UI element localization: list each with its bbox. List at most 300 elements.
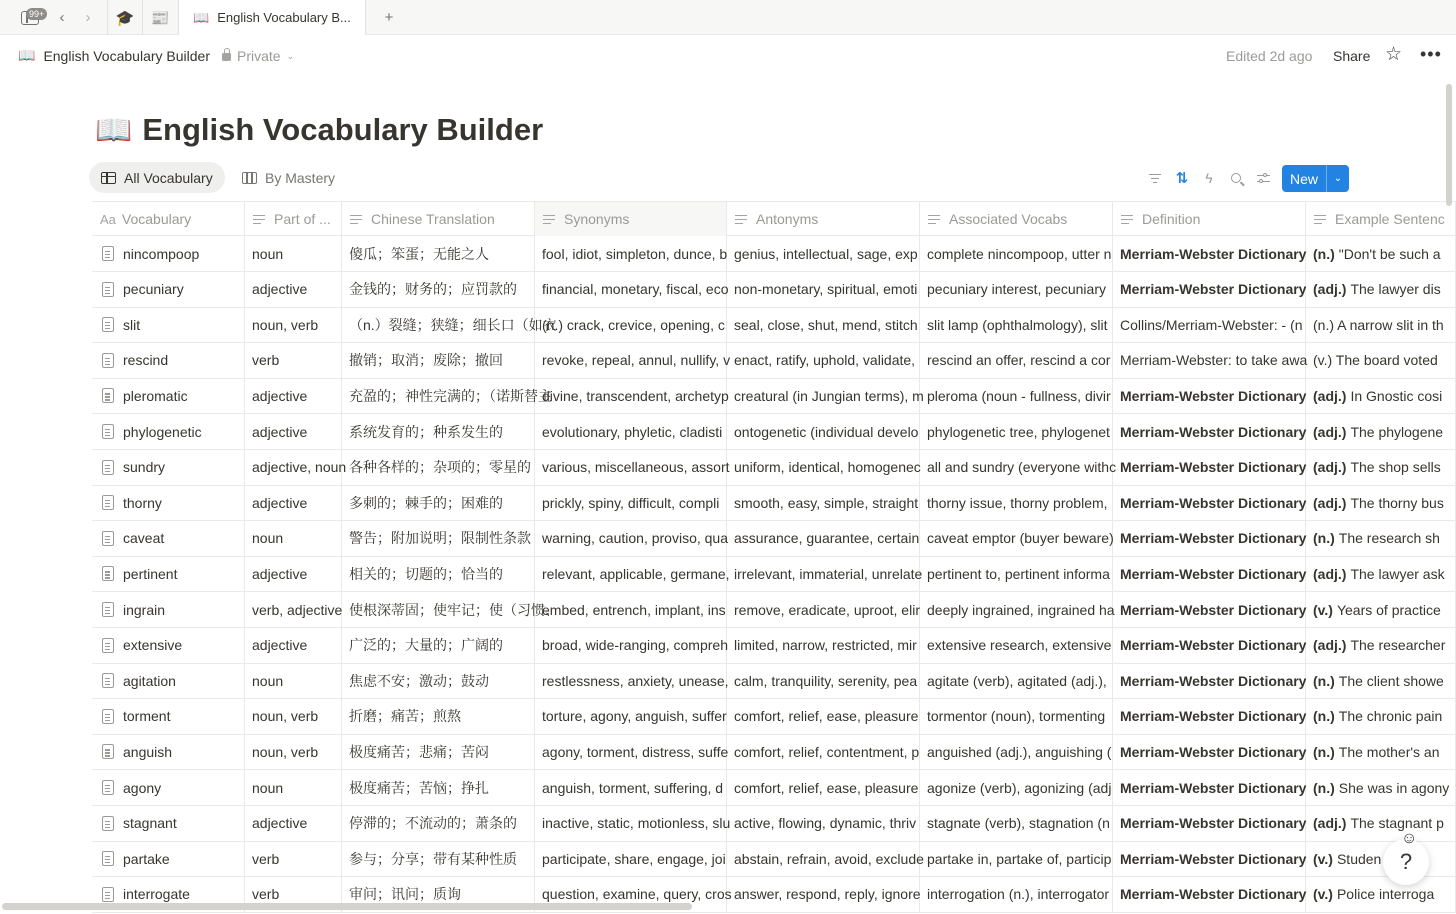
cell-text: warning, caution, proviso, qua [542,530,728,547]
column-header[interactable] [245,202,342,236]
cell-text: Merriam-Webster Dictionary [1120,494,1307,511]
cell-text: smooth, easy, simple, straight [734,494,919,511]
column-header-label: Synonyms [564,211,630,227]
cell-text: 停滞的；不流动的；萧条的 [349,815,517,832]
table-cell-ex[interactable] [1306,592,1456,627]
cell-text: comfort, relief, ease, pleasure [734,708,919,725]
table-cell-syn[interactable] [535,592,727,627]
table-cell-ant[interactable] [727,450,920,485]
table-cell-assoc[interactable] [920,307,1113,342]
page-icon [102,816,114,831]
horizontal-scrollbar[interactable] [2,903,692,910]
tab-all-vocabulary[interactable] [89,162,225,193]
table-cell-def[interactable] [1113,485,1306,520]
column-header[interactable] [535,202,727,236]
cell-text: question, examine, query, cros [542,886,732,903]
cell-text: Years of practice [1336,601,1441,618]
table-cell-word[interactable] [92,806,245,841]
cell-text: (n.) crack, crevice, opening, c [542,316,725,333]
column-header-label: Associated Vocabs [949,211,1068,227]
table-cell-def[interactable] [1113,450,1306,485]
share-button[interactable]: Share [1333,48,1371,64]
table-cell-zh[interactable] [342,806,535,841]
page-title-text[interactable]: English Vocabulary Builder [142,112,544,147]
table-cell-zh[interactable] [342,734,535,769]
table-row[interactable] [92,806,1456,842]
table-cell-assoc[interactable] [920,343,1113,378]
cell-text: 广泛的；大量的；广阔的 [349,637,503,654]
column-header[interactable] [920,202,1113,236]
table-cell-syn[interactable] [535,236,727,271]
table-cell-ant[interactable] [727,770,920,805]
table-cell-zh[interactable] [342,592,559,627]
search-button[interactable] [1226,168,1246,188]
table-cell-word[interactable] [92,592,245,627]
cell-text: abstain, refrain, avoid, exclude [734,850,924,867]
table-cell-syn[interactable] [535,378,727,413]
cell-text: rescind an offer, rescind a cor [927,352,1111,369]
sort-button[interactable] [1172,168,1192,188]
active-browser-tab[interactable] [178,0,366,35]
table-row[interactable] [92,450,1456,486]
table-cell-pos[interactable] [245,841,342,876]
column-header[interactable] [1306,202,1456,236]
cell-text: 警告；附加说明；限制性条款 [349,530,531,547]
cell-text: Merriam-Webster Dictionary [1120,601,1307,618]
table-cell-pos[interactable] [245,521,342,556]
table-cell-word[interactable] [92,236,245,271]
cell-text: 各种各样的；杂项的；零星的 [349,459,531,476]
table-cell-pos[interactable] [245,307,342,342]
table-cell-ex[interactable] [1306,628,1456,663]
table-cell-pos[interactable] [245,663,342,698]
table-cell-assoc[interactable] [920,877,1113,912]
page-icon [102,246,114,261]
table-cell-ant[interactable] [727,343,920,378]
text-property-icon [350,215,362,224]
cell-text: The client showe [1338,672,1444,689]
text-property-icon [928,215,940,224]
table-cell-ex[interactable] [1306,343,1456,378]
table-cell-ex[interactable] [1306,272,1456,307]
book-icon: 📖 [193,9,210,25]
cell-text: 相关的；切题的；恰当的 [349,565,503,582]
cell-text: adjective [252,815,308,832]
table-cell-ex[interactable] [1306,806,1456,841]
table-cell-word[interactable] [92,307,245,342]
cell-text: phylogenetic [123,423,202,440]
cell-text: stagnate (verb), stagnation (n [927,815,1110,832]
cell-text: pleromatic [123,387,188,404]
table-cell-zh[interactable] [342,378,552,413]
cell-text: Merriam-Webster Dictionary [1120,815,1307,832]
table-cell-pos[interactable] [245,450,347,485]
page-icon [102,531,114,546]
table-cell-pos[interactable] [245,699,342,734]
table-cell-def[interactable] [1113,307,1306,342]
table-row[interactable] [92,556,1456,592]
book-icon: 📖 [95,113,133,147]
table-row[interactable] [92,378,1456,414]
table-cell-zh[interactable] [342,628,535,663]
table-cell-ant[interactable] [727,877,920,912]
table-cell-assoc[interactable] [920,806,1113,841]
cell-text: (v.) The board voted [1313,352,1438,369]
table-cell-zh[interactable] [342,663,535,698]
lock-icon [222,53,231,61]
table-cell-pos[interactable] [245,592,342,627]
part-of-speech-tag: (adj.) [1313,281,1347,298]
table-cell-ant[interactable] [727,628,920,663]
cell-text: fool, idiot, simpleton, dunce, b [542,245,728,262]
cell-text: Merriam-Webster Dictionary [1120,886,1307,903]
cell-text: remove, eradicate, uproot, elir [734,601,920,618]
cell-text: noun [252,672,284,689]
table-cell-def[interactable] [1113,236,1306,271]
table-cell-syn[interactable] [535,663,727,698]
part-of-speech-tag: (adj.) [1313,494,1347,511]
table-cell-pos[interactable] [245,378,342,413]
cell-text: Merriam-Webster Dictionary [1120,850,1307,867]
table-cell-syn[interactable] [535,272,727,307]
pinned-tab-1[interactable] [108,0,142,35]
table-cell-assoc[interactable] [920,272,1113,307]
title-property-icon: Aa [100,211,116,227]
table-cell-ex[interactable] [1306,734,1456,769]
table-cell-word[interactable] [92,272,245,307]
table-cell-zh[interactable] [342,343,535,378]
cell-text: caveat [123,530,165,547]
table-cell-pos[interactable] [245,343,342,378]
table-cell-ex[interactable] [1306,521,1456,556]
cell-text: interrogate [123,886,190,903]
page-icon [102,353,114,368]
table-cell-syn[interactable] [535,414,727,449]
help-icon: ? [1399,849,1413,874]
book-icon: 📖 [18,47,36,63]
column-header[interactable] [92,202,245,236]
table-cell-syn[interactable] [535,450,730,485]
cell-text: seal, close, shut, mend, stitch [734,316,918,333]
cell-text: phylogenetic tree, phylogenet [927,423,1110,440]
table-cell-assoc[interactable] [920,414,1113,449]
table-cell-assoc[interactable] [920,663,1113,698]
chevron-left-icon: ‹ [59,9,65,26]
table-cell-pos[interactable] [245,628,342,663]
table-cell-def[interactable] [1113,699,1306,734]
table-cell-def[interactable] [1113,414,1306,449]
table-row[interactable] [92,343,1456,379]
table-cell-pos[interactable] [245,485,342,520]
table-cell-syn[interactable] [535,806,731,841]
table-cell-zh[interactable] [342,556,535,591]
table-cell-zh[interactable] [342,307,557,342]
cell-text: partake [123,850,170,867]
table-cell-word[interactable] [92,663,245,698]
pinned-tab-2[interactable] [143,0,177,35]
table-cell-syn[interactable] [535,307,727,342]
view-settings-button[interactable] [1253,168,1273,188]
table-cell-ant[interactable] [727,307,920,342]
table-cell-word[interactable] [92,343,245,378]
cell-text: pertinent [123,565,178,582]
cell-text: Studen [1336,850,1382,867]
privacy-dropdown[interactable] [222,48,294,64]
back-button[interactable] [52,0,72,35]
table-row[interactable] [92,236,1456,272]
table-row[interactable] [92,770,1456,806]
new-button[interactable] [1282,165,1349,192]
table-cell-ant[interactable] [727,841,924,876]
table-cell-zh[interactable] [342,414,535,449]
table-cell-ex[interactable] [1306,699,1456,734]
vertical-scrollbar[interactable] [1446,84,1452,206]
table-row[interactable] [92,592,1456,628]
table-cell-ant[interactable] [727,414,920,449]
table-cell-word[interactable] [92,485,245,520]
column-header[interactable] [727,202,920,236]
table-cell-def[interactable] [1113,734,1306,769]
table-cell-word[interactable] [92,699,245,734]
table-cell-zh[interactable] [342,272,535,307]
table-cell-pos[interactable] [245,236,342,271]
table-cell-assoc[interactable] [920,521,1113,556]
table-cell-ex[interactable] [1306,450,1456,485]
table-cell-zh[interactable] [342,485,535,520]
table-cell-pos[interactable] [245,414,342,449]
table-row[interactable] [92,628,1456,664]
cell-text: In Gnostic cosi [1350,387,1443,404]
table-cell-pos[interactable] [245,556,342,591]
cell-text: Merriam-Webster Dictionary [1120,743,1307,760]
table-cell-assoc[interactable] [920,485,1113,520]
table-cell-syn[interactable] [535,628,727,663]
table-cell-ant[interactable] [727,734,920,769]
text-property-icon [543,215,555,224]
table-row[interactable] [92,841,1456,877]
cell-text: thorny [123,494,162,511]
table-cell-zh[interactable] [342,521,535,556]
cell-text: ontogenetic (individual develo [734,423,919,440]
column-header-label: Part of ... [274,211,331,227]
table-cell-zh[interactable] [342,699,535,734]
table-cell-ex[interactable] [1306,378,1456,413]
table-cell-ex[interactable] [1306,236,1456,271]
table-cell-pos[interactable] [245,272,342,307]
table-cell-ant[interactable] [727,485,920,520]
table-cell-word[interactable] [92,770,245,805]
cell-text: all and sundry (everyone withc [927,459,1117,476]
cell-text: revoke, repeal, annul, nullify, v [542,352,731,369]
page-topbar [0,36,1456,76]
table-cell-zh[interactable] [342,236,535,271]
table-cell-syn[interactable] [535,343,731,378]
table-cell-word[interactable] [92,841,245,876]
table-cell-word[interactable] [92,414,245,449]
cell-text: verb, adjective [252,601,343,618]
table-cell-zh[interactable] [342,770,535,805]
table-cell-word[interactable] [92,734,245,769]
part-of-speech-tag: (n.) [1313,743,1335,760]
table-cell-word[interactable] [92,556,245,591]
lightning-icon: ϟ [1205,170,1213,186]
cell-text: pertinent to, pertinent informa [927,565,1110,582]
table-cell-def[interactable] [1113,521,1306,556]
cell-text: （n.）裂缝；狭缝；细长口（如衣 [349,316,557,333]
page-icon [102,282,114,297]
table-cell-ant[interactable] [727,272,920,307]
table-cell-def[interactable] [1113,841,1306,876]
cell-text: Merriam-Webster Dictionary [1120,423,1307,440]
table-cell-ant[interactable] [727,592,920,627]
tab-by-mastery[interactable] [230,162,347,193]
cell-text: The research sh [1338,530,1440,547]
assistant-face-icon: ☺ [1401,830,1418,847]
table-row[interactable] [92,663,1456,699]
cell-text: noun, verb [252,316,319,333]
cell-text: Merriam-Webster Dictionary [1120,637,1307,654]
cell-text: active, flowing, dynamic, thriv [734,815,917,832]
table-cell-pos[interactable] [245,770,342,805]
table-cell-syn[interactable] [535,485,727,520]
new-tab-button[interactable] [376,0,402,35]
column-header-label: Example Sentenc [1335,211,1445,227]
page-icon [102,673,114,688]
cell-text: 金钱的；财务的；应罚款的 [349,281,517,298]
forward-button[interactable] [78,0,98,35]
table-row[interactable] [92,734,1456,770]
table-cell-ex[interactable] [1306,556,1456,591]
table-cell-ant[interactable] [727,236,920,271]
table-cell-pos[interactable] [245,806,342,841]
table-cell-word[interactable] [92,521,245,556]
table-cell-pos[interactable] [245,734,342,769]
text-property-icon [1314,215,1326,224]
page-icon [102,388,114,403]
cell-text: Merriam-Webster Dictionary [1120,281,1307,298]
table-cell-ex[interactable] [1306,770,1456,805]
sort-icon: ⇅ [1175,170,1189,187]
more-options-icon[interactable]: ••• [1420,44,1442,64]
vocabulary-table [92,201,1456,907]
table-cell-assoc[interactable] [920,556,1113,591]
table-cell-def[interactable] [1113,663,1306,698]
table-cell-def[interactable] [1113,770,1306,805]
part-of-speech-tag: (n.) [1313,708,1335,725]
table-cell-ex[interactable] [1306,414,1456,449]
table-cell-ex[interactable] [1306,663,1456,698]
table-cell-zh[interactable] [342,450,535,485]
table-cell-ex[interactable] [1306,307,1456,342]
table-cell-syn[interactable] [535,734,727,769]
table-row[interactable] [92,485,1456,521]
table-cell-assoc[interactable] [920,628,1113,663]
table-cell-def[interactable] [1113,343,1306,378]
table-cell-assoc[interactable] [920,699,1113,734]
table-cell-word[interactable] [92,450,245,485]
new-button-label: New [1289,170,1318,187]
table-row[interactable] [92,307,1456,343]
table-cell-syn[interactable] [535,841,727,876]
column-header[interactable] [1113,202,1306,236]
column-header-label: Chinese Translation [371,211,495,227]
cell-text: verb [252,886,280,903]
cell-text: comfort, relief, contentment, p [734,743,920,760]
table-cell-def[interactable] [1113,272,1306,307]
part-of-speech-tag: (adj.) [1313,815,1347,832]
cell-text: genius, intellectual, sage, exp [734,245,918,262]
table-cell-ex[interactable] [1306,877,1456,912]
cell-text: 多刺的；棘手的；困难的 [349,494,503,511]
cell-text: Merriam-Webster Dictionary [1120,672,1307,689]
table-cell-def[interactable] [1113,592,1306,627]
table-cell-def[interactable] [1113,806,1306,841]
table-cell-assoc[interactable] [920,450,1117,485]
table-row[interactable] [92,272,1456,308]
table-cell-def[interactable] [1113,378,1306,413]
cell-text: pecuniary [123,281,184,298]
table-cell-ant[interactable] [727,378,924,413]
cell-text: 使根深蒂固；使牢记；使（习惯、 [349,601,559,618]
table-cell-syn[interactable] [535,521,727,556]
breadcrumb[interactable] [18,47,210,64]
part-of-speech-tag: (adj.) [1313,387,1347,404]
cell-text: slit lamp (ophthalmology), slit [927,316,1108,333]
table-cell-def[interactable] [1113,877,1306,912]
table-cell-assoc[interactable] [920,734,1113,769]
help-button[interactable] [1383,830,1429,885]
cell-text: The shop sells [1350,459,1441,476]
page-icon [102,317,114,332]
cell-text: agitation [123,672,176,689]
table-cell-word[interactable] [92,378,245,413]
page-icon [102,460,114,475]
table-cell-assoc[interactable] [920,378,1113,413]
filter-button[interactable] [1145,168,1165,188]
table-cell-def[interactable] [1113,628,1306,663]
table-row[interactable] [92,699,1456,735]
chevron-down-icon[interactable]: ⌄ [1333,173,1343,184]
table-cell-assoc[interactable] [920,841,1113,876]
table-cell-assoc[interactable] [920,592,1113,627]
cell-text: pleroma (noun - fullness, divir [927,387,1111,404]
cell-text: restlessness, anxiety, unease, [542,672,729,689]
table-cell-syn[interactable] [535,556,730,591]
table-cell-word[interactable] [92,628,245,663]
table-cell-ant[interactable] [727,663,920,698]
table-cell-ant[interactable] [727,699,920,734]
column-header[interactable] [342,202,535,236]
cell-text: Merriam-Webster Dictionary [1120,459,1307,476]
table-cell-syn[interactable] [535,770,727,805]
table-cell-assoc[interactable] [920,236,1113,271]
table-row[interactable] [92,414,1456,450]
table-cell-syn[interactable] [535,699,727,734]
table-cell-assoc[interactable] [920,770,1113,805]
table-cell-ant[interactable] [727,521,920,556]
table-cell-ex[interactable] [1306,485,1456,520]
cell-text: partake in, partake of, particip [927,850,1112,867]
automation-button[interactable] [1199,168,1219,188]
table-cell-def[interactable] [1113,556,1306,591]
cell-text: The mother's an [1338,743,1440,760]
favorite-star-icon[interactable]: ☆ [1385,44,1403,65]
table-cell-ant[interactable] [727,556,923,591]
table-row[interactable] [92,521,1456,557]
table-cell-ex[interactable] [1306,841,1456,876]
table-cell-ant[interactable] [727,806,920,841]
table-cell-zh[interactable] [342,841,535,876]
